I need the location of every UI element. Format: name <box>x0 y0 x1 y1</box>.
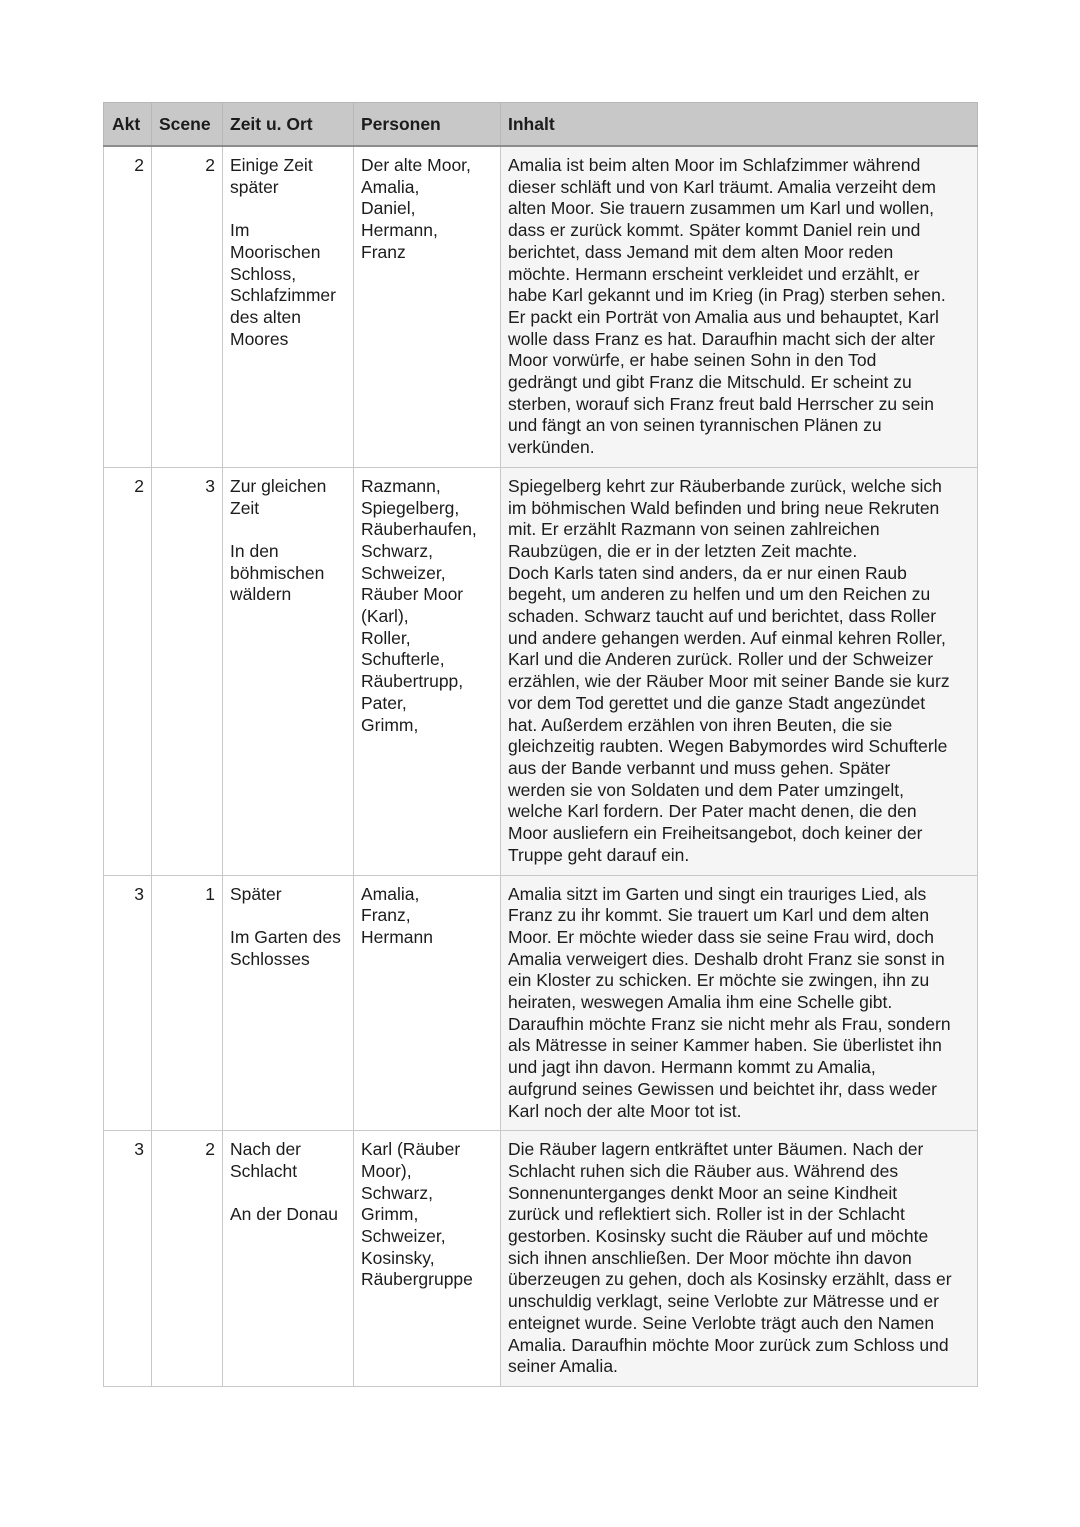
personen-text: Karl (Räuber Moor), Schwarz, Grimm, Schweizer, Kosinsky, Räubergruppe <box>361 1139 473 1290</box>
zeit-text: Später <box>230 883 282 904</box>
akt-cell: 3 <box>104 1131 152 1387</box>
ort-text: Im Garten des Schlosses <box>230 926 341 969</box>
ort-text: In den böhmischen wäldern <box>230 540 325 605</box>
table-row <box>104 467 978 875</box>
zeit-ort-cell <box>223 467 354 875</box>
akt-cell: 2 <box>104 467 152 875</box>
scene-cell: 1 <box>152 875 223 1131</box>
personen-text: Razmann, Spiegelberg, Räuberhaufen, Schwarz, Schweizer, Räuber Moor (Karl), Roller, Schufterle, Räubertrupp, Pater, Grimm, <box>361 475 477 735</box>
inhalt-cell <box>501 875 978 1131</box>
scene-cell: 2 <box>152 1131 223 1387</box>
akt-cell: 3 <box>104 875 152 1131</box>
table-row <box>104 875 978 1131</box>
zeit-text: Nach der Schlacht <box>230 1139 302 1181</box>
zeit-ort-cell <box>223 875 354 1131</box>
ort-text: An der Donau <box>230 1204 338 1225</box>
zeit-ort-cell <box>223 1131 354 1387</box>
inhalt-text: Amalia ist beim alten Moor im Schlafzimmer während dieser schläft und von Karl träumt. Amalia verzeiht dem alten Moor. Sie trauern zusammen um Karl und wollen, dass er zurück kommt. Später kommt Daniel rein und berichtet, dass Jemand mit dem alten Moor reden möchte. Hermann erscheint verkleidet und erzählt, er habe Karl gekannt und im Krieg (in Prag) sterben sehen. Er packt ein Porträt von Amalia aus und behauptet, Karl wolle dass Franz es hat. Daraufhin macht sich der alter Moor vorwürfe, er habe seinen Sohn in den Tod gedrängt und gibt Franz die Mitschuld. Er scheint zu sterben, worauf sich Franz freut bald Herrscher zu sein und fängt an von seinen tyrannischen Plänen zu verkünden. <box>508 155 946 458</box>
scene-cell: 2 <box>152 146 223 467</box>
personen-text: Der alte Moor, Amalia, Daniel, Hermann, Franz <box>361 155 471 262</box>
ort-text: Im Moorischen Schloss, Schlafzimmer des alten Moores <box>230 220 336 349</box>
inhalt-text: Amalia sitzt im Garten und singt ein trauriges Lied, als Franz zu ihr kommt. Sie trauert um Karl und dem alten Moor. Er möchte wieder dass sie seine Frau wird, doch Amalia verweigert dies. Deshalb droht Franz sie sonst in ein Kloster zu schicken. Er möchte sie zwingen, ihn zu heiraten, weswegen Amalia ihm eine Schelle gibt. Daraufhin möchte Franz sie nicht mehr als Frau, sondern als Mätresse in seiner Kammer haben. Sie überlistet ihn und jagt ihn davon. Hermann kommt zu Amalia, aufgrund seines Gewissen und beichtet ihr, dass weder Karl noch der alte Moor tot ist. <box>508 883 951 1121</box>
header-inhalt: Inhalt <box>501 103 978 147</box>
table-header-row <box>104 103 978 147</box>
personen-cell <box>354 875 501 1131</box>
header-akt: Akt <box>104 103 152 147</box>
akt-cell: 2 <box>104 146 152 467</box>
header-scene: Scene <box>152 103 223 147</box>
scene-cell: 3 <box>152 467 223 875</box>
inhalt-cell <box>501 146 978 467</box>
table-row <box>104 1131 978 1387</box>
scene-summary-sheet <box>103 102 977 1387</box>
inhalt-text: Die Räuber lagern entkräftet unter Bäumen. Nach der Schlacht ruhen sich die Räuber aus. Während des Sonnenunterganges denkt Moor an seine Kindheit zurück und reflektiert sich. Roller ist in der Schlacht gestorben. Kosinsky sucht die Räuber auf und möchte sich ihnen anschließen. Der Moor möchte ihn davon überzeugen zu gehen, doch als Kosinsky erzählt, dass er unschuldig verklagt, seine Verlobte zur Mätresse und er enteignet wurde. Seine Verlobte trägt auch den Namen Amalia. Daraufhin möchte Moor zurück zum Schloss und seiner Amalia. <box>508 1139 952 1377</box>
personen-text: Amalia, Franz, Hermann <box>361 883 433 947</box>
zeit-text: Einige Zeit später <box>230 155 313 197</box>
scene-table <box>103 102 978 1387</box>
zeit-ort-cell <box>223 146 354 467</box>
inhalt-cell <box>501 1131 978 1387</box>
personen-cell <box>354 1131 501 1387</box>
table-row <box>104 146 978 467</box>
header-personen: Personen <box>354 103 501 147</box>
inhalt-cell <box>501 467 978 875</box>
personen-cell <box>354 146 501 467</box>
inhalt-text: Spiegelberg kehrt zur Räuberbande zurück, welche sich im böhmischen Wald befinden und bring neue Rekruten mit. Er erzählt Razmann von seinen zahlreichen Raubzügen, die er in der letzten Zeit machte. Doch Karls taten sind anders, da er nur einen Raub begeht, um anderen zu helfen und um den Reichen zu schaden. Schwarz taucht auf und berichtet, dass Roller und andere gehangen werden. Auf einmal kehren Roller, Karl und die Anderen zurück. Roller und der Schweizer erzählen, wie der Räuber Moor mit seiner Bande sie kurz vor dem Tod gerettet und die ganze Stadt angezündet hat. Außerdem erzählen von ihren Beuten, die sie gleichzeitig raubten. Wegen Babymordes wird Schufterle aus der Bande verbannt und muss gehen. Später werden sie von Soldaten und dem Pater umzingelt, welche Karl fordern. Der Pater macht denen, die den Moor ausliefern ein Freiheitsangebot, doch keiner der Truppe geht darauf ein. <box>508 475 950 865</box>
personen-cell <box>354 467 501 875</box>
header-zeit-ort: Zeit u. Ort <box>223 103 354 147</box>
zeit-text: Zur gleichen Zeit <box>230 475 327 518</box>
